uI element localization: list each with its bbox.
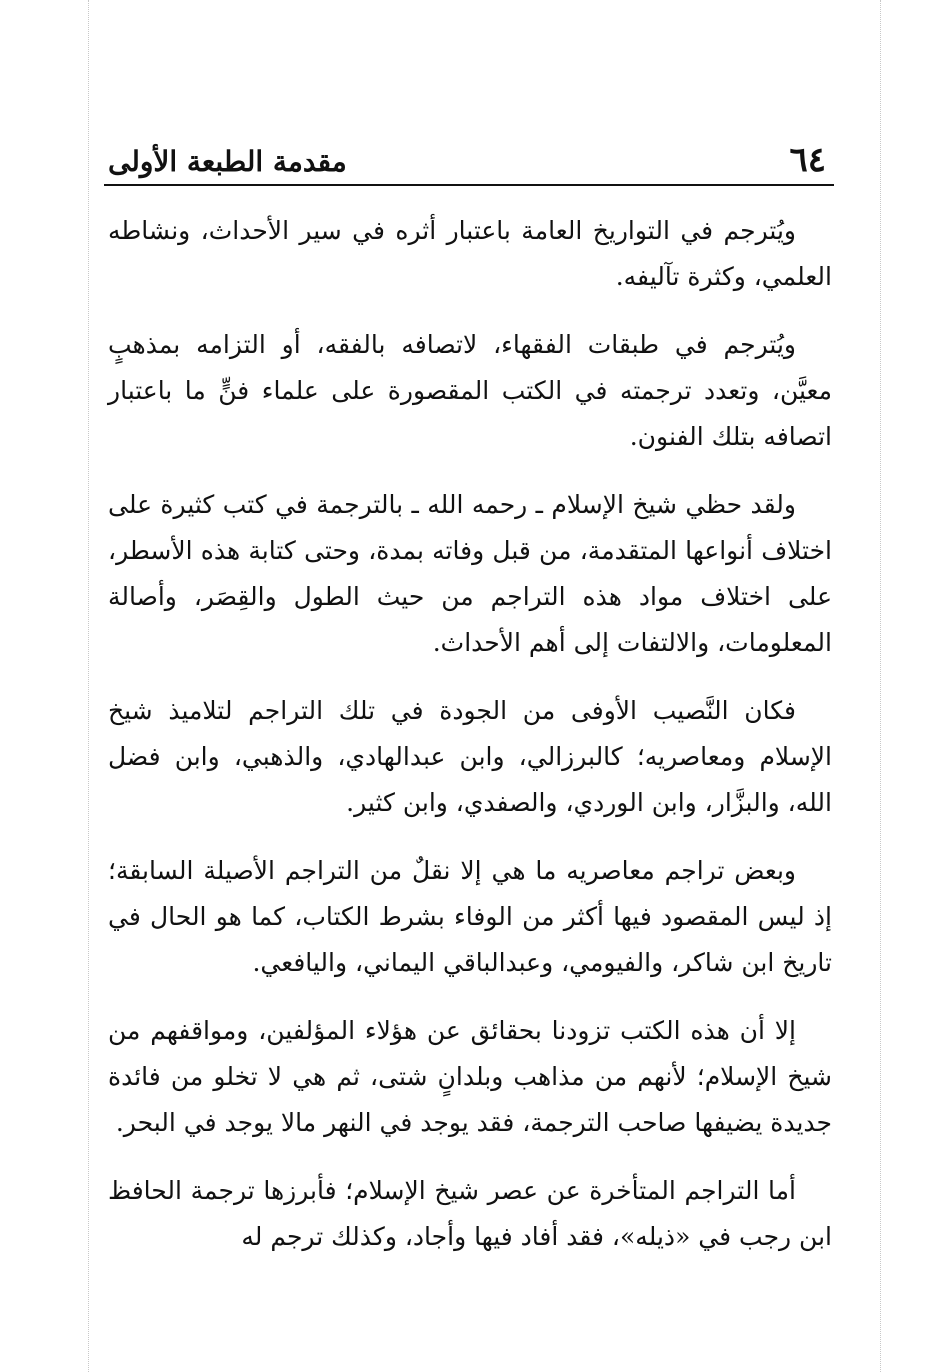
paragraph: فكان النَّصيب الأوفى من الجودة في تلك التراجم لتلاميذ شيخ الإسلام ومعاصريه؛ كالبرزالي، وابن عبدالهادي، والذهبي، وابن فضل الله، والبزَّار، وابن الوردي، والصفدي، وابن كثير. — [108, 696, 832, 817]
body-text — [108, 208, 832, 1282]
paragraph: أما التراجم المتأخرة عن عصر شيخ الإسلام؛ فأبرزها ترجمة الحافظ ابن رجب في «ذيله»، فقد أفاد فيها وأجاد، وكذلك ترجم له — [108, 1176, 832, 1251]
scan-margin-dots-left — [88, 0, 89, 1372]
paragraph: ويُترجم في طبقات الفقهاء، لاتصافه بالفقه، أو التزامه بمذهبٍ معيَّن، وتعدد ترجمته في الكتب المقصورة على علماء فنٍّ ما باعتبار اتصافه بتلك الفنون. — [108, 330, 832, 451]
paragraph: وبعض تراجم معاصريه ما هي إلا نقلٌ من التراجم الأصيلة السابقة؛ إذ ليس المقصود فيها أكثر من الوفاء بشرط الكتاب، كما هو الحال في تاريخ ابن شاكر، والفيومي، وعبدالباقي اليماني، واليافعي. — [108, 856, 832, 977]
running-title: مقدمة الطبعة الأولى — [108, 145, 347, 178]
paragraph: ويُترجم في التواريخ العامة باعتبار أثره في سير الأحداث، ونشاطه العلمي، وكثرة تآليفه. — [108, 216, 832, 291]
paragraph: إلا أن هذه الكتب تزودنا بحقائق عن هؤلاء المؤلفين، ومواقفهم من شيخ الإسلام؛ لأنهم من مذاهب وبلدانٍ شتى، ثم هي لا تخلو من فائدة جديدة يضيفها صاحب الترجمة، فقد يوجد في النهر مالا يوجد في البحر. — [108, 1016, 832, 1137]
scan-margin-dots-right — [880, 0, 881, 1372]
page-header — [104, 136, 834, 186]
paragraph: ولقد حظي شيخ الإسلام ـ رحمه الله ـ بالترجمة في كتب كثيرة على اختلاف أنواعها المتقدمة، من قبل وفاته بمدة، وحتى كتابة هذه الأسطر، على اختلاف مواد هذه التراجم من حيث الطول والقِصَر، وأصالة المعلومات، والالتفات إلى أهم الأحداث. — [108, 490, 832, 657]
page-number: ٦٤ — [789, 140, 826, 180]
